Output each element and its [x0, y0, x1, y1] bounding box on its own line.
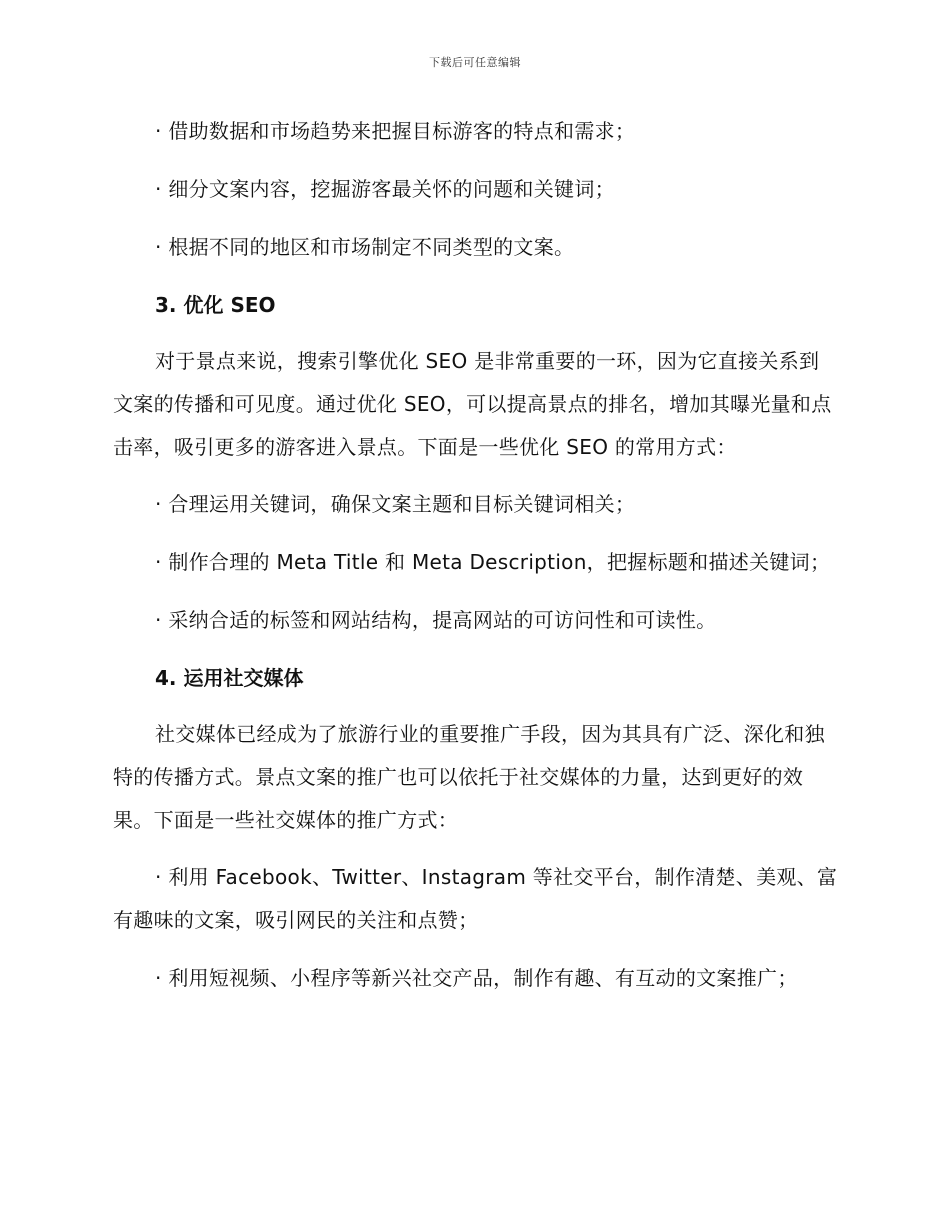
page-header: 下载后可任意编辑 [429, 56, 521, 69]
bullet-item: · 采纳合适的标签和网站结构，提高网站的可访问性和可读性。 [155, 608, 717, 632]
bullet-item: · 细分文案内容，挖掘游客最关怀的问题和关键词； [155, 177, 615, 201]
bullet-item: · 利用短视频、小程序等新兴社交产品，制作有趣、有互动的文案推广； [155, 966, 798, 990]
section-heading: 3. 优化 SEO [155, 293, 276, 317]
document-body [113, 110, 838, 1015]
bullet-item: · 根据不同的地区和市场制定不同类型的文案。 [155, 235, 575, 259]
bullet-item: · 借助数据和市场趋势来把握目标游客的特点和需求； [155, 119, 636, 143]
bullet-item: · 合理运用关键词，确保文案主题和目标关键词相关； [155, 492, 636, 516]
body-paragraph: 社交媒体已经成为了旅游行业的重要推广手段，因为其具有广泛、深化和独特的传播方式。景点文案的推广也可以依托于社交媒体的力量，达到更好的效果。下面是一些社交媒体的推广方式： [113, 722, 825, 832]
bullet-item: · 制作合理的 Meta Title 和 Meta Description，把握标题和描述关键词； [155, 550, 831, 574]
section-heading: 4. 运用社交媒体 [155, 666, 304, 690]
body-paragraph: 对于景点来说，搜索引擎优化 SEO 是非常重要的一环，因为它直接关系到文案的传播和可见度。通过优化 SEO，可以提高景点的排名，增加其曝光量和点击率，吸引更多的游客进入景点。下面是一些优化 SEO 的常用方式： [113, 349, 832, 459]
bullet-item: · 利用 Facebook、Twitter、Instagram 等社交平台，制作清楚、美观、富有趣味的文案，吸引网民的关注和点赞； [113, 865, 838, 932]
